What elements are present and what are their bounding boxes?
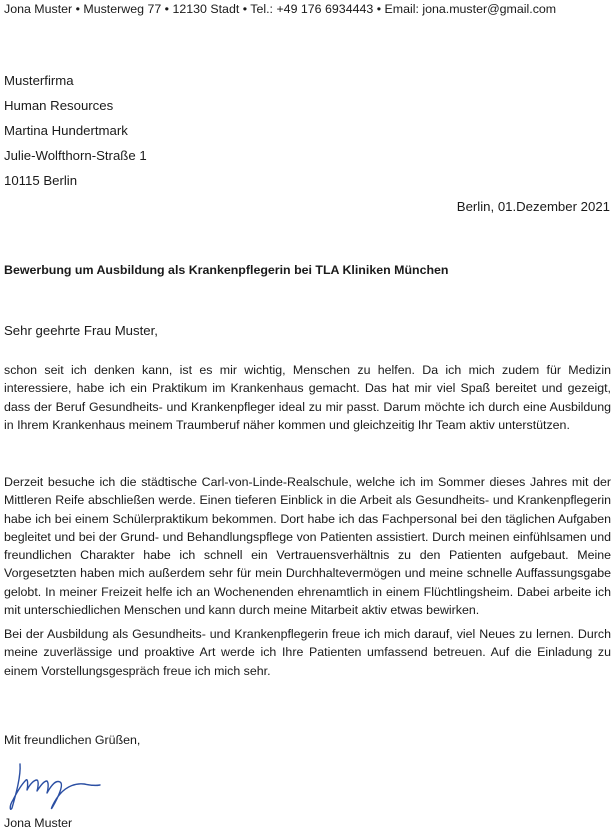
recipient-company: Musterfirma bbox=[4, 73, 74, 88]
recipient-address-block bbox=[4, 72, 147, 197]
recipient-contact: Martina Hundertmark bbox=[4, 123, 128, 138]
letter-subject: Bewerbung um Ausbildung als Krankenpflegerin bei TLA Kliniken München bbox=[4, 263, 449, 277]
recipient-department: Human Resources bbox=[4, 98, 114, 113]
signature-stroke bbox=[10, 764, 100, 809]
recipient-street: Julie-Wolfthorn-Straße 1 bbox=[4, 148, 147, 163]
salutation: Sehr geehrte Frau Muster, bbox=[4, 323, 158, 338]
handwritten-signature bbox=[4, 756, 114, 814]
closing-phrase: Mit freundlichen Grüßen, bbox=[4, 733, 141, 747]
recipient-city: 10115 Berlin bbox=[4, 173, 78, 188]
sender-address-line: Jona Muster • Musterweg 77 • 12130 Stadt • Tel.: +49 176 6934443 • Email: jona.muster@gmail.com bbox=[4, 2, 557, 16]
letter-date: Berlin, 01.Dezember 2021 bbox=[456, 199, 610, 214]
body-paragraph-1: schon seit ich denken kann, ist es mir wichtig, Menschen zu helfen. Da ich mich zudem für Medizin interessiere, habe ich ein Praktikum im Krankenhaus gemacht. Das hat mir viel Spaß bereitet und gezeigt, dass der Beruf Gesundheits- und Krankenpfleger ideal zu mir passt. Darum möchte ich durch eine Ausbildung in Ihrem Krankenhaus meinem Traumberuf näher kommen und gleichzeitig Ihr Team aktiv unterstützen. bbox=[4, 363, 611, 432]
body-paragraph-2: Derzeit besuche ich die städtische Carl-von-Linde-Realschule, welche ich im Sommer dieses Jahres mit der Mittleren Reife abschließen werde. Einen tieferen Einblick in die Arbeit als Gesundheits- und Krankenpflegerin habe ich bei einem Schülerpraktikum bekommen. Dort habe ich das Fachpersonal bei den täglichen Aufgaben begleitet und bei der Grund- und Behandlungspflege von Patienten assistiert. Durch meinen einfühlsamen und freundlichen Charakter habe ich schnell ein Vertrauensverhältnis zu den Patienten aufgebaut. Meine Vorgesetzten haben mich außerdem sehr für mein Durchhaltevermögen und meine schnelle Auffassungsgabe gelobt. In meiner Freizeit helfe ich an Wochenenden ehrenamtlich in einem Flüchtlingsheim. Dabei arbeite ich mit unterschiedlichen Menschen und kann durch meine Mitarbeit aktiv etwas bewirken. bbox=[4, 475, 611, 618]
signer-name: Jona Muster bbox=[4, 816, 73, 830]
body-paragraph-3: Bei der Ausbildung als Gesundheits- und Krankenpflegerin freue ich mich darauf, viel Neues zu lernen. Durch meine zuverlässige und proaktive Art werde ich Ihre Patienten umfassend betreuen. Auf die Einladung zu einem Vorstellungsgespräch freue ich mich sehr. bbox=[4, 627, 611, 678]
